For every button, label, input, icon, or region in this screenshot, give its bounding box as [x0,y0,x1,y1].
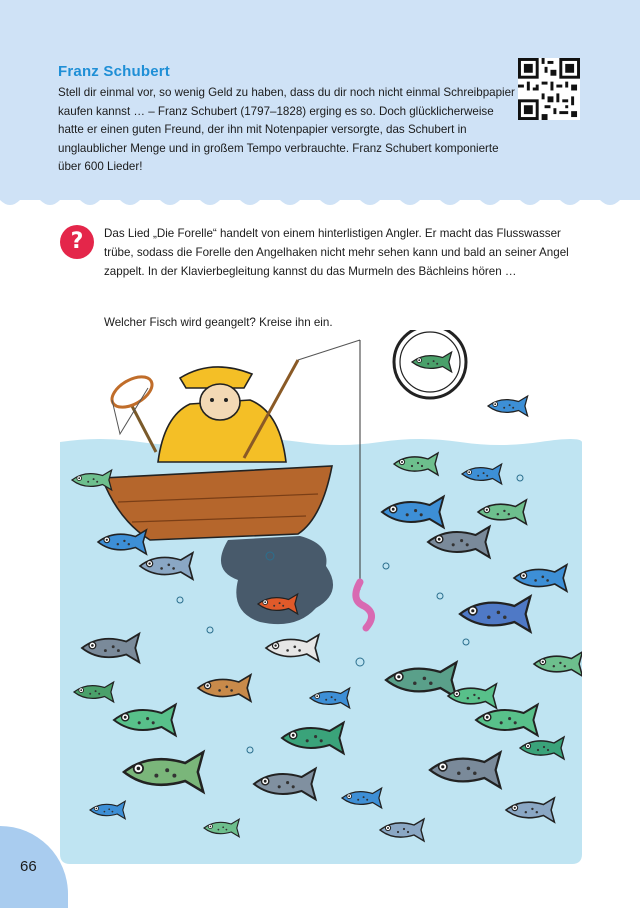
task-instruction: Welcher Fisch wird geangelt? Kreise ihn ein. [104,316,333,329]
rowing-boat [102,466,332,540]
page-number: 66 [20,858,37,875]
fishing-rod-tip [298,340,360,360]
qr-code[interactable] [518,58,580,120]
wavy-edge [0,190,640,214]
task-text: Das Lied „Die Forelle“ handelt von einem hinterlistigen Angler. Er macht das Flusswasser trübe, sodass die Forelle den Angelhaken nicht mehr sehen kann und bald an seiner Angel zappelt. In der Klavierbegleitung kannst du das Murmeln des Bächleins hören … [104,227,569,278]
fisherman [158,360,298,462]
info-box-title: Franz Schubert [58,63,170,80]
question-icon: ? [60,225,94,259]
info-box-text: Stell dir einmal vor, so wenig Geld zu haben, dass du dir noch nicht einmal Schreibpapier kaufen kannst … – Franz Schubert (1797–1828) erging es so. Doch glücklicherweise hatte er einen guten Freund, der ihn mit Notenpapier versorgte, das Schubert in unglaublicher Menge und in großem Tempo verbrauchte. Franz Schubert komponierte über 600 Lieder! [58,86,515,174]
fishing-illustration [60,330,582,866]
